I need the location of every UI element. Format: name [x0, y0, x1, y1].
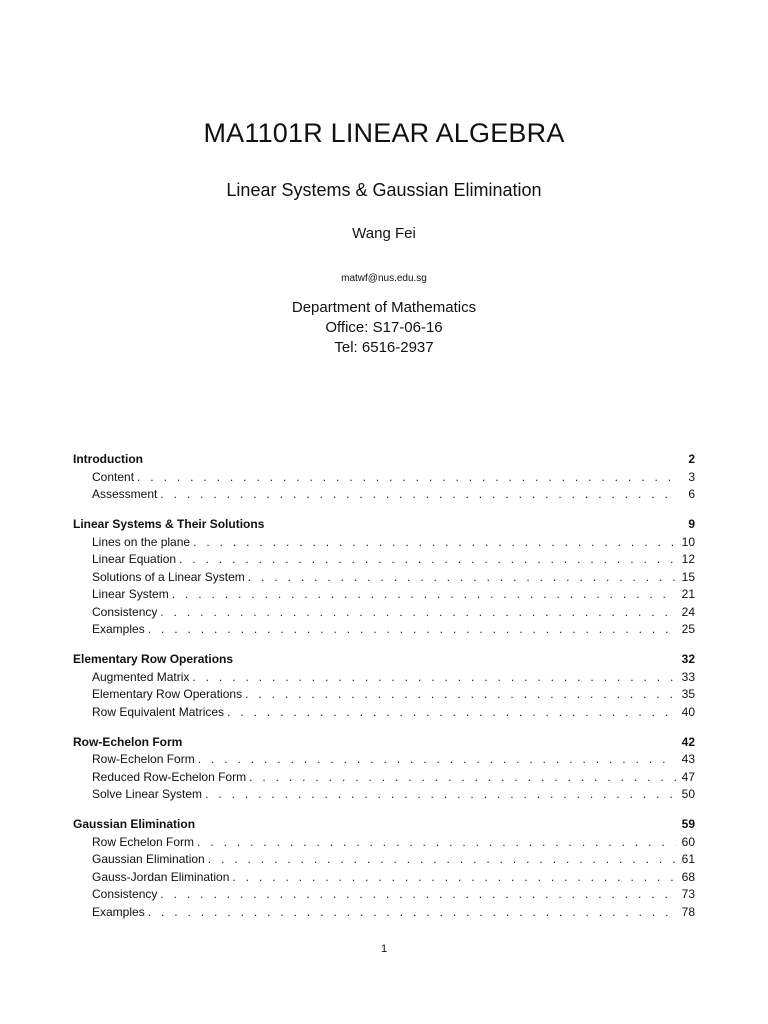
- toc-entry-label: Solutions of a Linear System: [92, 569, 245, 584]
- toc-entry-page: 61: [681, 852, 695, 866]
- toc-section-heading[interactable]: [73, 451, 695, 469]
- toc-entry[interactable]: [73, 486, 695, 504]
- toc-dot-leader: [179, 551, 676, 569]
- toc-section-page: 32: [681, 652, 695, 666]
- toc-section-title: Row-Echelon Form: [73, 734, 183, 749]
- toc-entry-page: 47: [681, 769, 695, 784]
- toc-entry[interactable]: [73, 851, 695, 869]
- toc-dot-leader: [160, 886, 676, 904]
- toc-dot-leader: [232, 869, 676, 887]
- toc-dot-leader: [148, 904, 676, 922]
- document-subtitle: Linear Systems & Gaussian Elimination: [226, 180, 542, 200]
- author-name: Wang Fei: [352, 225, 416, 242]
- toc-section-page: 59: [681, 817, 695, 831]
- toc-entry-label: Gauss-Jordan Elimination: [92, 869, 230, 884]
- toc-dot-leader: [249, 769, 676, 787]
- toc-entry-label: Augmented Matrix: [92, 669, 190, 684]
- toc-entry[interactable]: [73, 604, 695, 622]
- toc-entry-label: Lines on the plane: [92, 534, 191, 549]
- toc-entry[interactable]: [73, 704, 695, 722]
- toc-entry-label: Linear System: [92, 587, 169, 601]
- toc-section-page: 9: [688, 517, 695, 531]
- toc-section-heading[interactable]: [73, 651, 695, 669]
- toc-entry-label: Row Equivalent Matrices: [92, 704, 225, 719]
- toc-entry-page: 15: [681, 569, 695, 584]
- toc-entry[interactable]: [73, 551, 695, 569]
- toc-entry[interactable]: [73, 904, 695, 922]
- toc-dot-leader: [172, 586, 676, 604]
- toc-entry-label: Assessment: [92, 487, 158, 501]
- toc-entry[interactable]: [73, 469, 695, 487]
- toc-entry[interactable]: [73, 786, 695, 804]
- toc-dot-leader: [208, 851, 676, 869]
- toc-section-heading[interactable]: [73, 516, 695, 534]
- office-location: Office: S17-06-16: [325, 319, 443, 336]
- toc-section: [73, 516, 695, 639]
- toc-entry-label: Reduced Row-Echelon Form: [92, 769, 247, 784]
- toc-entry-page: 21: [681, 587, 695, 601]
- toc-entry-page: 68: [681, 869, 695, 884]
- toc-entry[interactable]: [73, 534, 695, 552]
- toc-entry-label: Row Echelon Form: [92, 834, 195, 849]
- toc-entry-page: 3: [688, 469, 695, 484]
- toc-entry-label: Row-Echelon Form: [92, 752, 195, 766]
- toc-entry-page: 33: [681, 669, 695, 684]
- toc-section: [73, 651, 695, 721]
- toc-entry-page: 50: [681, 787, 695, 801]
- toc-dot-leader: [160, 486, 676, 504]
- toc-entry-page: 24: [681, 604, 695, 619]
- toc-dot-leader: [248, 569, 676, 587]
- toc-section: [73, 734, 695, 804]
- toc-dot-leader: [197, 834, 676, 852]
- toc-entry[interactable]: [73, 569, 695, 587]
- toc-entry-page: 25: [681, 622, 695, 636]
- toc-section-heading[interactable]: [73, 734, 695, 752]
- document-title: MA1101R LINEAR ALGEBRA: [203, 118, 565, 148]
- toc-entry-label: Gaussian Elimination: [92, 852, 205, 866]
- toc-dot-leader: [205, 786, 676, 804]
- toc-entry[interactable]: [73, 834, 695, 852]
- author-email[interactable]: matwf@nus.edu.sg: [341, 273, 427, 284]
- toc-dot-leader: [198, 751, 676, 769]
- telephone-number: Tel: 6516-2937: [334, 339, 434, 356]
- toc-entry[interactable]: [73, 686, 695, 704]
- toc-entry[interactable]: [73, 769, 695, 787]
- toc-entry-page: 35: [681, 687, 695, 701]
- toc-section-title: Linear Systems & Their Solutions: [73, 517, 265, 531]
- toc-entry-page: 60: [681, 834, 695, 849]
- toc-entry-label: Elementary Row Operations: [92, 687, 243, 701]
- toc-section-title: Elementary Row Operations: [73, 652, 234, 666]
- toc-entry-label: Linear Equation: [92, 552, 177, 566]
- toc-entry-page: 6: [688, 487, 695, 501]
- toc-entry-label: Examples: [92, 904, 145, 919]
- toc-entry[interactable]: [73, 621, 695, 639]
- toc-section-page: 42: [681, 734, 695, 749]
- toc-entry[interactable]: [73, 669, 695, 687]
- toc-section-title: Gaussian Elimination: [73, 817, 196, 831]
- toc-section-title: Introduction: [73, 452, 143, 466]
- toc-entry-page: 10: [681, 534, 695, 549]
- toc-entry-page: 40: [681, 704, 695, 719]
- toc-entry-label: Content: [92, 469, 135, 484]
- toc-entry[interactable]: [73, 586, 695, 604]
- toc-entry-page: 43: [681, 752, 695, 766]
- toc-entry[interactable]: [73, 751, 695, 769]
- toc-dot-leader: [137, 469, 676, 487]
- toc-entry-page: 78: [681, 904, 695, 919]
- toc-entry[interactable]: [73, 886, 695, 904]
- toc-section: [73, 451, 695, 504]
- toc-dot-leader: [227, 704, 676, 722]
- toc-dot-leader: [160, 604, 676, 622]
- toc-dot-leader: [193, 534, 676, 552]
- toc-entry-page: 12: [681, 552, 695, 566]
- toc-section: [73, 816, 695, 921]
- toc-entry-label: Solve Linear System: [92, 787, 203, 801]
- toc-section-page: 2: [688, 452, 695, 466]
- toc-entry-page: 73: [681, 887, 695, 901]
- page-number: 1: [380, 943, 388, 955]
- department-block: [0, 298, 768, 358]
- toc-section-heading[interactable]: [73, 816, 695, 834]
- table-of-contents: [73, 451, 695, 934]
- department-name: Department of Mathematics: [291, 299, 477, 316]
- toc-dot-leader: [245, 686, 676, 704]
- toc-entry-label: Examples: [92, 622, 145, 636]
- toc-entry-label: Consistency: [92, 887, 158, 901]
- toc-dot-leader: [148, 621, 676, 639]
- toc-entry-label: Consistency: [92, 604, 158, 619]
- toc-entry[interactable]: [73, 869, 695, 887]
- toc-dot-leader: [192, 669, 676, 687]
